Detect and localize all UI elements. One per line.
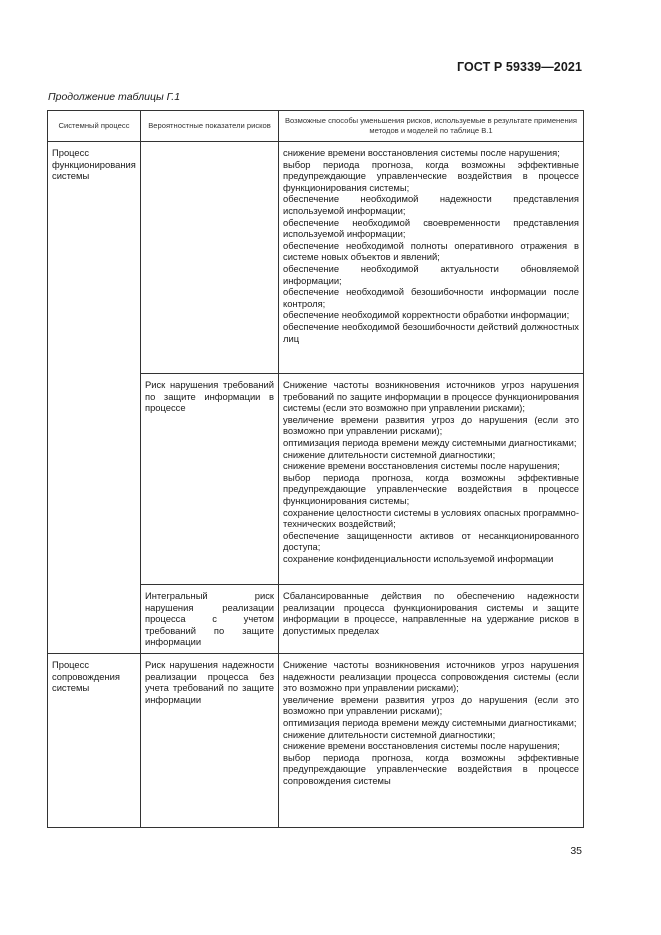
- risk-table: [47, 110, 584, 828]
- column-header-process: Системный процесс: [48, 111, 141, 142]
- process-cell: Процесс функционирования системы: [48, 142, 141, 374]
- methods-cell: [279, 654, 584, 828]
- method-item: Снижение частоты возникновения источников угроз нарушения надежности реализации процесса сопровождения системы (если это возможно при управлении рисками);: [283, 659, 579, 694]
- method-item: сохранение целостности системы в условиях опасных программно-технических воздействий;: [283, 506, 579, 530]
- method-item: оптимизация периода времени между системными диагностиками;: [283, 716, 577, 728]
- method-item: обеспечение необходимой безошибочности информации после контроля;: [283, 286, 579, 309]
- method-item: обеспечение необходимой полноты оперативного отражения в системе новых объектов и явлений;: [283, 239, 579, 263]
- method-item: снижение времени восстановления системы после нарушения;: [283, 740, 560, 752]
- indicator-cell: [141, 142, 279, 374]
- table-row: [48, 654, 584, 828]
- column-header-indicators: Вероятностные показатели рисков: [141, 111, 279, 142]
- standard-number: ГОСТ Р 59339—2021: [456, 60, 582, 74]
- method-item: обеспечение необходимой безошибочности действий должностных лиц: [283, 320, 579, 344]
- process-cell: [48, 585, 141, 654]
- methods-cell: [279, 585, 584, 654]
- method-item: Сбалансированные действия по обеспечению надежности реализации процесса функционирования системы и защите информации в процессе, направленные на удержание рисков в допустимых пределах: [283, 590, 579, 636]
- methods-cell: [279, 374, 584, 585]
- table-header-row: [48, 111, 584, 142]
- method-item: выбор периода прогноза, когда возможны эффективные предупреждающие управленческие воздействия в процессе функционирования системы;: [283, 158, 579, 193]
- method-item: обеспечение необходимой своевременности представления используемой информации;: [283, 216, 579, 240]
- method-item: оптимизация периода времени между системными диагностиками;: [283, 436, 577, 448]
- table-row: [48, 585, 584, 654]
- method-item: снижение длительности системной диагностики;: [283, 448, 496, 460]
- methods-cell: [279, 142, 584, 374]
- method-item: обеспечение необходимой актуальности обновляемой информации;: [283, 262, 579, 286]
- method-item: увеличение времени развития угроз до нарушения (если это возможно при управлении рисками);: [283, 413, 579, 437]
- method-item: обеспечение необходимой корректности обработки информации;: [283, 309, 570, 321]
- method-item: снижение времени восстановления системы после нарушения;: [283, 460, 560, 472]
- method-item: обеспечение защищенности активов от несанкционированного доступа;: [283, 529, 579, 553]
- process-cell: Процесс сопровождения системы: [48, 654, 141, 828]
- page-number: 35: [570, 845, 582, 857]
- indicator-cell: Интегральный риск нарушения реализации процесса с учетом требований по защите информации: [141, 585, 279, 654]
- column-header-methods: Возможные способы уменьшения рисков, используемые в результате применения методов и моделей по таблице В.1: [279, 111, 584, 142]
- table-row: [48, 142, 584, 374]
- indicator-cell: Риск нарушения надежности реализации процесса без учета требований по защите информации: [141, 654, 279, 828]
- method-item: выбор периода прогноза, когда возможны эффективные предупреждающие управленческие воздействия в процессе сопровождения системы: [283, 751, 579, 786]
- method-item: Снижение частоты возникновения источников угроз нарушения требований по защите информации в процессе функционирования системы (если это возможно при управлении рисками);: [283, 379, 579, 414]
- method-item: сохранение конфиденциальности используемой информации: [283, 552, 554, 564]
- method-item: снижение времени восстановления системы после нарушения;: [283, 147, 560, 158]
- method-item: снижение длительности системной диагностики;: [283, 728, 496, 740]
- method-item: увеличение времени развития угроз до нарушения (если это возможно при управлении рисками);: [283, 693, 579, 717]
- indicator-cell: Риск нарушения требований по защите информации в процессе: [141, 374, 279, 585]
- method-item: обеспечение необходимой надежности представления используемой информации;: [283, 193, 579, 216]
- process-cell: [48, 374, 141, 585]
- table-row: [48, 374, 584, 585]
- method-item: выбор периода прогноза, когда возможны эффективные предупреждающие управленческие воздействия в процессе функционирования системы;: [283, 471, 579, 506]
- table-caption: Продолжение таблицы Г.1: [48, 91, 181, 103]
